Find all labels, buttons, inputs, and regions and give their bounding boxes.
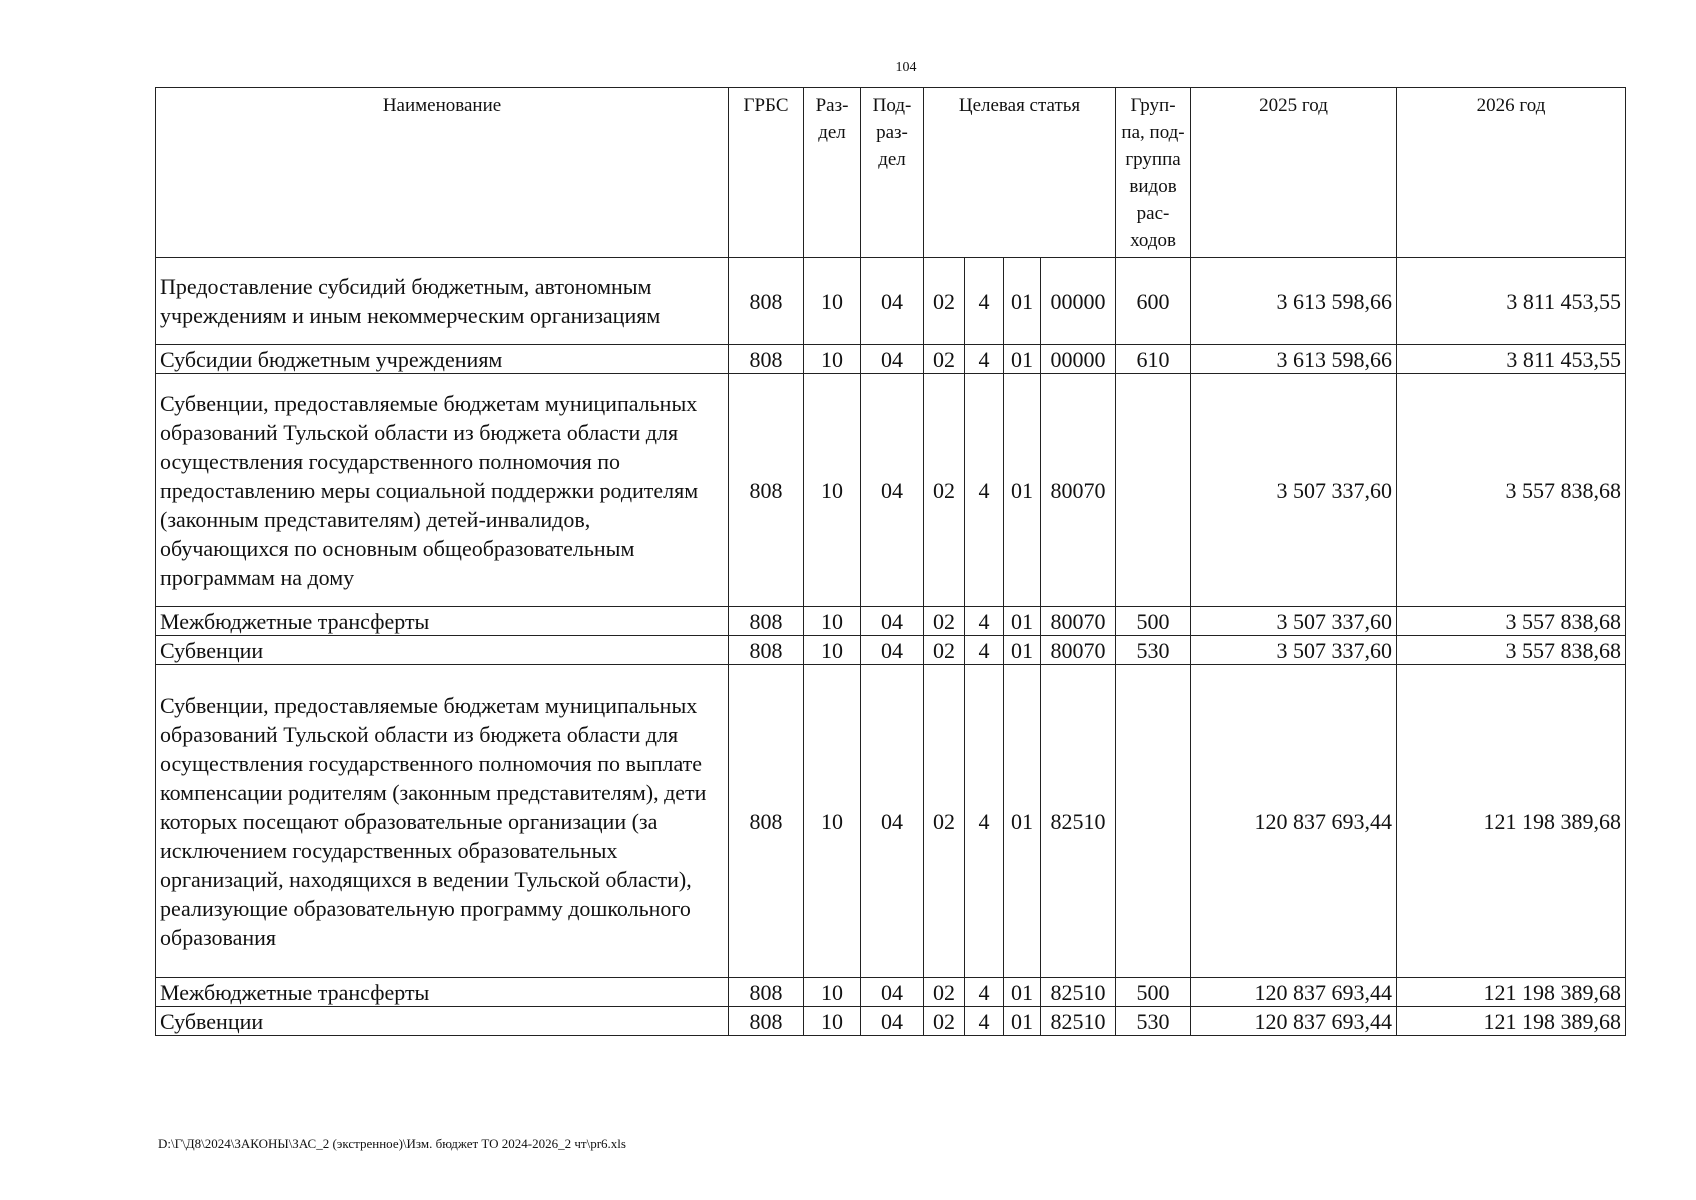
- row-target-type: 4: [965, 374, 1004, 607]
- row-target-type: 4: [965, 665, 1004, 978]
- row-target-subprogram: 01: [1004, 607, 1041, 636]
- header-name: Наименование: [156, 88, 729, 258]
- row-grbs: 808: [729, 374, 804, 607]
- row-podrazdel: 04: [861, 345, 924, 374]
- table-row: [156, 978, 1626, 1007]
- row-target-program: 02: [924, 636, 965, 665]
- row-amount-2025: 120 837 693,44: [1191, 1007, 1397, 1036]
- row-target-direction: 82510: [1041, 978, 1116, 1007]
- table-row: [156, 258, 1626, 345]
- row-amount-2025: 120 837 693,44: [1191, 665, 1397, 978]
- row-target-direction: 82510: [1041, 665, 1116, 978]
- row-grbs: 808: [729, 258, 804, 345]
- table-row: [156, 636, 1626, 665]
- row-name: Межбюджетные трансферты: [156, 978, 729, 1007]
- row-grbs: 808: [729, 978, 804, 1007]
- row-expense-group: 530: [1116, 1007, 1191, 1036]
- row-name: Субвенции, предоставляемые бюджетам муниципальных образований Тульской области из бюджета области для осуществления государственного полномочия по предоставлению меры социальной поддержки родителям (законным представителям) детей-инвалидов, обучающихся по основным общеобразовательным программам на дому: [156, 374, 729, 607]
- table-row: [156, 345, 1626, 374]
- row-amount-2025: 3 507 337,60: [1191, 374, 1397, 607]
- row-name: Субвенции: [156, 636, 729, 665]
- row-target-subprogram: 01: [1004, 345, 1041, 374]
- row-target-direction: 80070: [1041, 636, 1116, 665]
- row-target-program: 02: [924, 374, 965, 607]
- row-amount-2026: 3 811 453,55: [1397, 258, 1626, 345]
- row-target-direction: 80070: [1041, 374, 1116, 607]
- row-expense-group: 600: [1116, 258, 1191, 345]
- row-podrazdel: 04: [861, 258, 924, 345]
- header-podrazdel: Под- раз- дел: [861, 88, 924, 258]
- row-razdel: 10: [804, 665, 861, 978]
- header-grbs: ГРБС: [729, 88, 804, 258]
- row-target-type: 4: [965, 636, 1004, 665]
- row-amount-2026: 121 198 389,68: [1397, 1007, 1626, 1036]
- row-grbs: 808: [729, 345, 804, 374]
- row-target-program: 02: [924, 607, 965, 636]
- row-target-direction: 82510: [1041, 1007, 1116, 1036]
- row-target-type: 4: [965, 1007, 1004, 1036]
- row-target-direction: 00000: [1041, 258, 1116, 345]
- header-group: Груп- па, под- группа видов рас- ходов: [1116, 88, 1191, 258]
- row-target-program: 02: [924, 345, 965, 374]
- row-expense-group: 610: [1116, 345, 1191, 374]
- row-target-type: 4: [965, 978, 1004, 1007]
- budget-table: [155, 87, 1626, 1036]
- row-target-type: 4: [965, 607, 1004, 636]
- row-expense-group: 500: [1116, 607, 1191, 636]
- row-target-direction: 80070: [1041, 607, 1116, 636]
- row-target-program: 02: [924, 665, 965, 978]
- row-amount-2025: 3 613 598,66: [1191, 345, 1397, 374]
- row-podrazdel: 04: [861, 636, 924, 665]
- row-amount-2025: 3 507 337,60: [1191, 607, 1397, 636]
- row-amount-2026: 3 557 838,68: [1397, 374, 1626, 607]
- row-grbs: 808: [729, 665, 804, 978]
- row-target-subprogram: 01: [1004, 665, 1041, 978]
- row-podrazdel: 04: [861, 1007, 924, 1036]
- header-2026: 2026 год: [1397, 88, 1626, 258]
- row-name: Субвенции, предоставляемые бюджетам муниципальных образований Тульской области из бюджета области для осуществления государственного полномочия по выплате компенсации родителям (законным представителям), дети которых посещают образовательные организации (за исключением государственных образовательных организаций, находящихся в ведении Тульской области), реализующие образовательную программу дошкольного образования: [156, 665, 729, 978]
- table-body: [156, 258, 1626, 1036]
- row-target-program: 02: [924, 1007, 965, 1036]
- row-amount-2026: 121 198 389,68: [1397, 665, 1626, 978]
- row-podrazdel: 04: [861, 978, 924, 1007]
- row-amount-2025: 3 507 337,60: [1191, 636, 1397, 665]
- row-razdel: 10: [804, 636, 861, 665]
- row-target-program: 02: [924, 258, 965, 345]
- row-podrazdel: 04: [861, 374, 924, 607]
- row-expense-group: 500: [1116, 978, 1191, 1007]
- page-number: 104: [895, 60, 917, 75]
- row-razdel: 10: [804, 258, 861, 345]
- row-target-type: 4: [965, 258, 1004, 345]
- row-target-subprogram: 01: [1004, 1007, 1041, 1036]
- row-amount-2026: 3 557 838,68: [1397, 607, 1626, 636]
- row-razdel: 10: [804, 1007, 861, 1036]
- table-row: [156, 374, 1626, 607]
- row-target-type: 4: [965, 345, 1004, 374]
- row-amount-2025: 120 837 693,44: [1191, 978, 1397, 1007]
- row-target-subprogram: 01: [1004, 258, 1041, 345]
- row-podrazdel: 04: [861, 607, 924, 636]
- row-podrazdel: 04: [861, 665, 924, 978]
- row-target-subprogram: 01: [1004, 978, 1041, 1007]
- row-name: Межбюджетные трансферты: [156, 607, 729, 636]
- row-amount-2026: 3 811 453,55: [1397, 345, 1626, 374]
- row-grbs: 808: [729, 636, 804, 665]
- row-grbs: 808: [729, 607, 804, 636]
- header-2025: 2025 год: [1191, 88, 1397, 258]
- table-header-row: [156, 88, 1626, 258]
- row-target-direction: 00000: [1041, 345, 1116, 374]
- table-row: [156, 607, 1626, 636]
- row-razdel: 10: [804, 345, 861, 374]
- header-target: Целевая статья: [924, 88, 1116, 258]
- row-expense-group: [1116, 374, 1191, 607]
- row-target-program: 02: [924, 978, 965, 1007]
- row-name: Предоставление субсидий бюджетным, автономным учреждениям и иным некоммерческим организациям: [156, 258, 729, 345]
- row-amount-2026: 121 198 389,68: [1397, 978, 1626, 1007]
- header-razdel: Раз- дел: [804, 88, 861, 258]
- row-razdel: 10: [804, 607, 861, 636]
- row-expense-group: 530: [1116, 636, 1191, 665]
- row-razdel: 10: [804, 374, 861, 607]
- row-amount-2026: 3 557 838,68: [1397, 636, 1626, 665]
- row-name: Субсидии бюджетным учреждениям: [156, 345, 729, 374]
- row-target-subprogram: 01: [1004, 636, 1041, 665]
- row-amount-2025: 3 613 598,66: [1191, 258, 1397, 345]
- table-row: [156, 665, 1626, 978]
- table-row: [156, 1007, 1626, 1036]
- row-name: Субвенции: [156, 1007, 729, 1036]
- footer-file-path: D:\Г\Д8\2024\ЗАКОНЫ\ЗАС_2 (экстренное)\Изм. бюджет ТО 2024-2026_2 чт\pr6.xls: [158, 1136, 626, 1151]
- row-grbs: 808: [729, 1007, 804, 1036]
- row-target-subprogram: 01: [1004, 374, 1041, 607]
- row-expense-group: [1116, 665, 1191, 978]
- row-razdel: 10: [804, 978, 861, 1007]
